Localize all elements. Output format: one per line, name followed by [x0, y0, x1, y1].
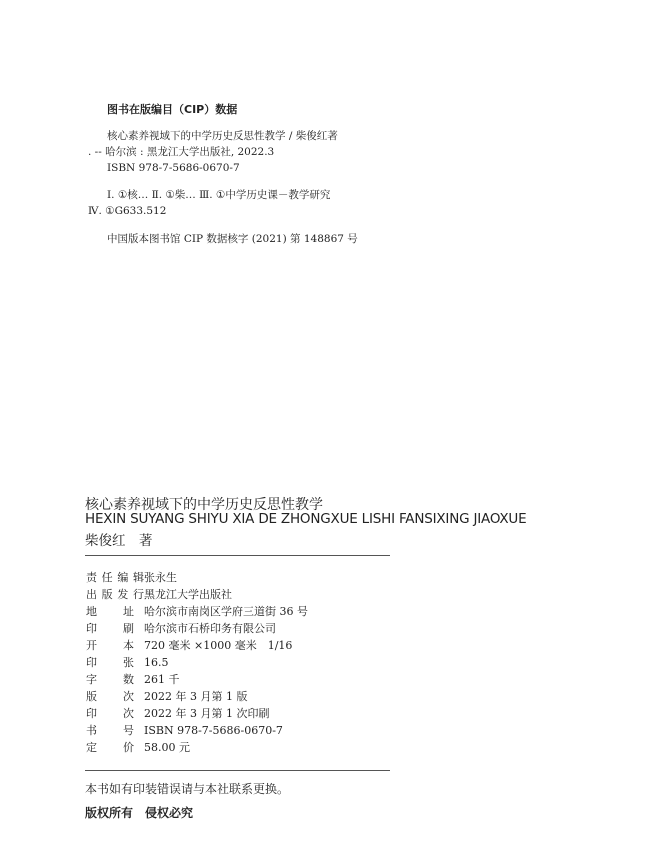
replacement-notice: 本书如有印装错误请与本社联系更换。 — [85, 782, 290, 796]
spec-value: 黑龙江大学出版社 — [144, 588, 232, 601]
spec-row — [86, 586, 308, 603]
spec-row — [86, 620, 308, 637]
spec-row — [86, 654, 308, 671]
spec-value: 2022 年 3 月第 1 版 — [144, 690, 248, 703]
spec-row — [86, 705, 308, 722]
cip-classification-line: Ⅳ. ①G633.512 — [88, 205, 167, 217]
publication-specs — [86, 569, 308, 756]
spec-label: 书 号 — [86, 724, 134, 737]
cip-title-line: 核心素养视域下的中学历史反思性教学 / 柴俊红著 — [107, 130, 338, 142]
spec-label: 开 本 — [86, 639, 134, 652]
cip-subject-line: Ⅰ. ①核… Ⅱ. ①柴… Ⅲ. ①中学历史课－教学研究 — [107, 189, 331, 201]
spec-row — [86, 739, 308, 756]
spec-value: 哈尔滨市石桥印务有限公司 — [144, 622, 276, 635]
spec-label: 印 次 — [86, 707, 134, 720]
book-author: 柴俊红 著 — [85, 533, 153, 549]
spec-value: 261 千 — [144, 673, 180, 686]
spec-label: 责 任 编 辑 — [86, 571, 144, 584]
book-title-pinyin: HEXIN SUYANG SHIYU XIA DE ZHONGXUE LISHI FANSIXING JIAOXUE — [85, 511, 527, 527]
spec-value: ISBN 978-7-5686-0670-7 — [144, 724, 283, 737]
spec-value: 2022 年 3 月第 1 次印刷 — [144, 707, 270, 720]
spec-label: 版 次 — [86, 690, 134, 703]
spec-value: 16.5 — [144, 656, 169, 669]
spec-value: 张永生 — [144, 571, 177, 584]
spec-row — [86, 603, 308, 620]
spec-value: 哈尔滨市南岗区学府三道街 36 号 — [144, 605, 308, 618]
spec-label: 地 址 — [86, 605, 134, 618]
spec-row — [86, 569, 308, 586]
divider-bottom — [85, 770, 390, 771]
spec-row — [86, 722, 308, 739]
book-title: 核心素养视域下的中学历史反思性教学 — [85, 497, 323, 513]
cip-publisher-line: . -- 哈尔滨 : 黑龙江大学出版社, 2022.3 — [88, 146, 275, 158]
spec-label: 出 版 发 行 — [86, 588, 144, 601]
spec-row — [86, 671, 308, 688]
cip-isbn-line: ISBN 978-7-5686-0670-7 — [107, 162, 240, 174]
spec-label: 印 张 — [86, 656, 134, 669]
spec-label: 定 价 — [86, 741, 134, 754]
spec-label: 印 刷 — [86, 622, 134, 635]
cip-heading: 图书在版编目（CIP）数据 — [107, 103, 238, 116]
spec-value: 58.00 元 — [144, 741, 190, 754]
divider-top — [85, 555, 390, 556]
spec-value: 720 毫米 ×1000 毫米 1/16 — [144, 639, 293, 652]
cip-record-number-line: 中国版本图书馆 CIP 数据核字 (2021) 第 148867 号 — [107, 233, 358, 245]
spec-label: 字 数 — [86, 673, 134, 686]
spec-row — [86, 688, 308, 705]
copyright-notice: 版权所有 侵权必究 — [85, 806, 194, 820]
spec-row — [86, 637, 308, 654]
